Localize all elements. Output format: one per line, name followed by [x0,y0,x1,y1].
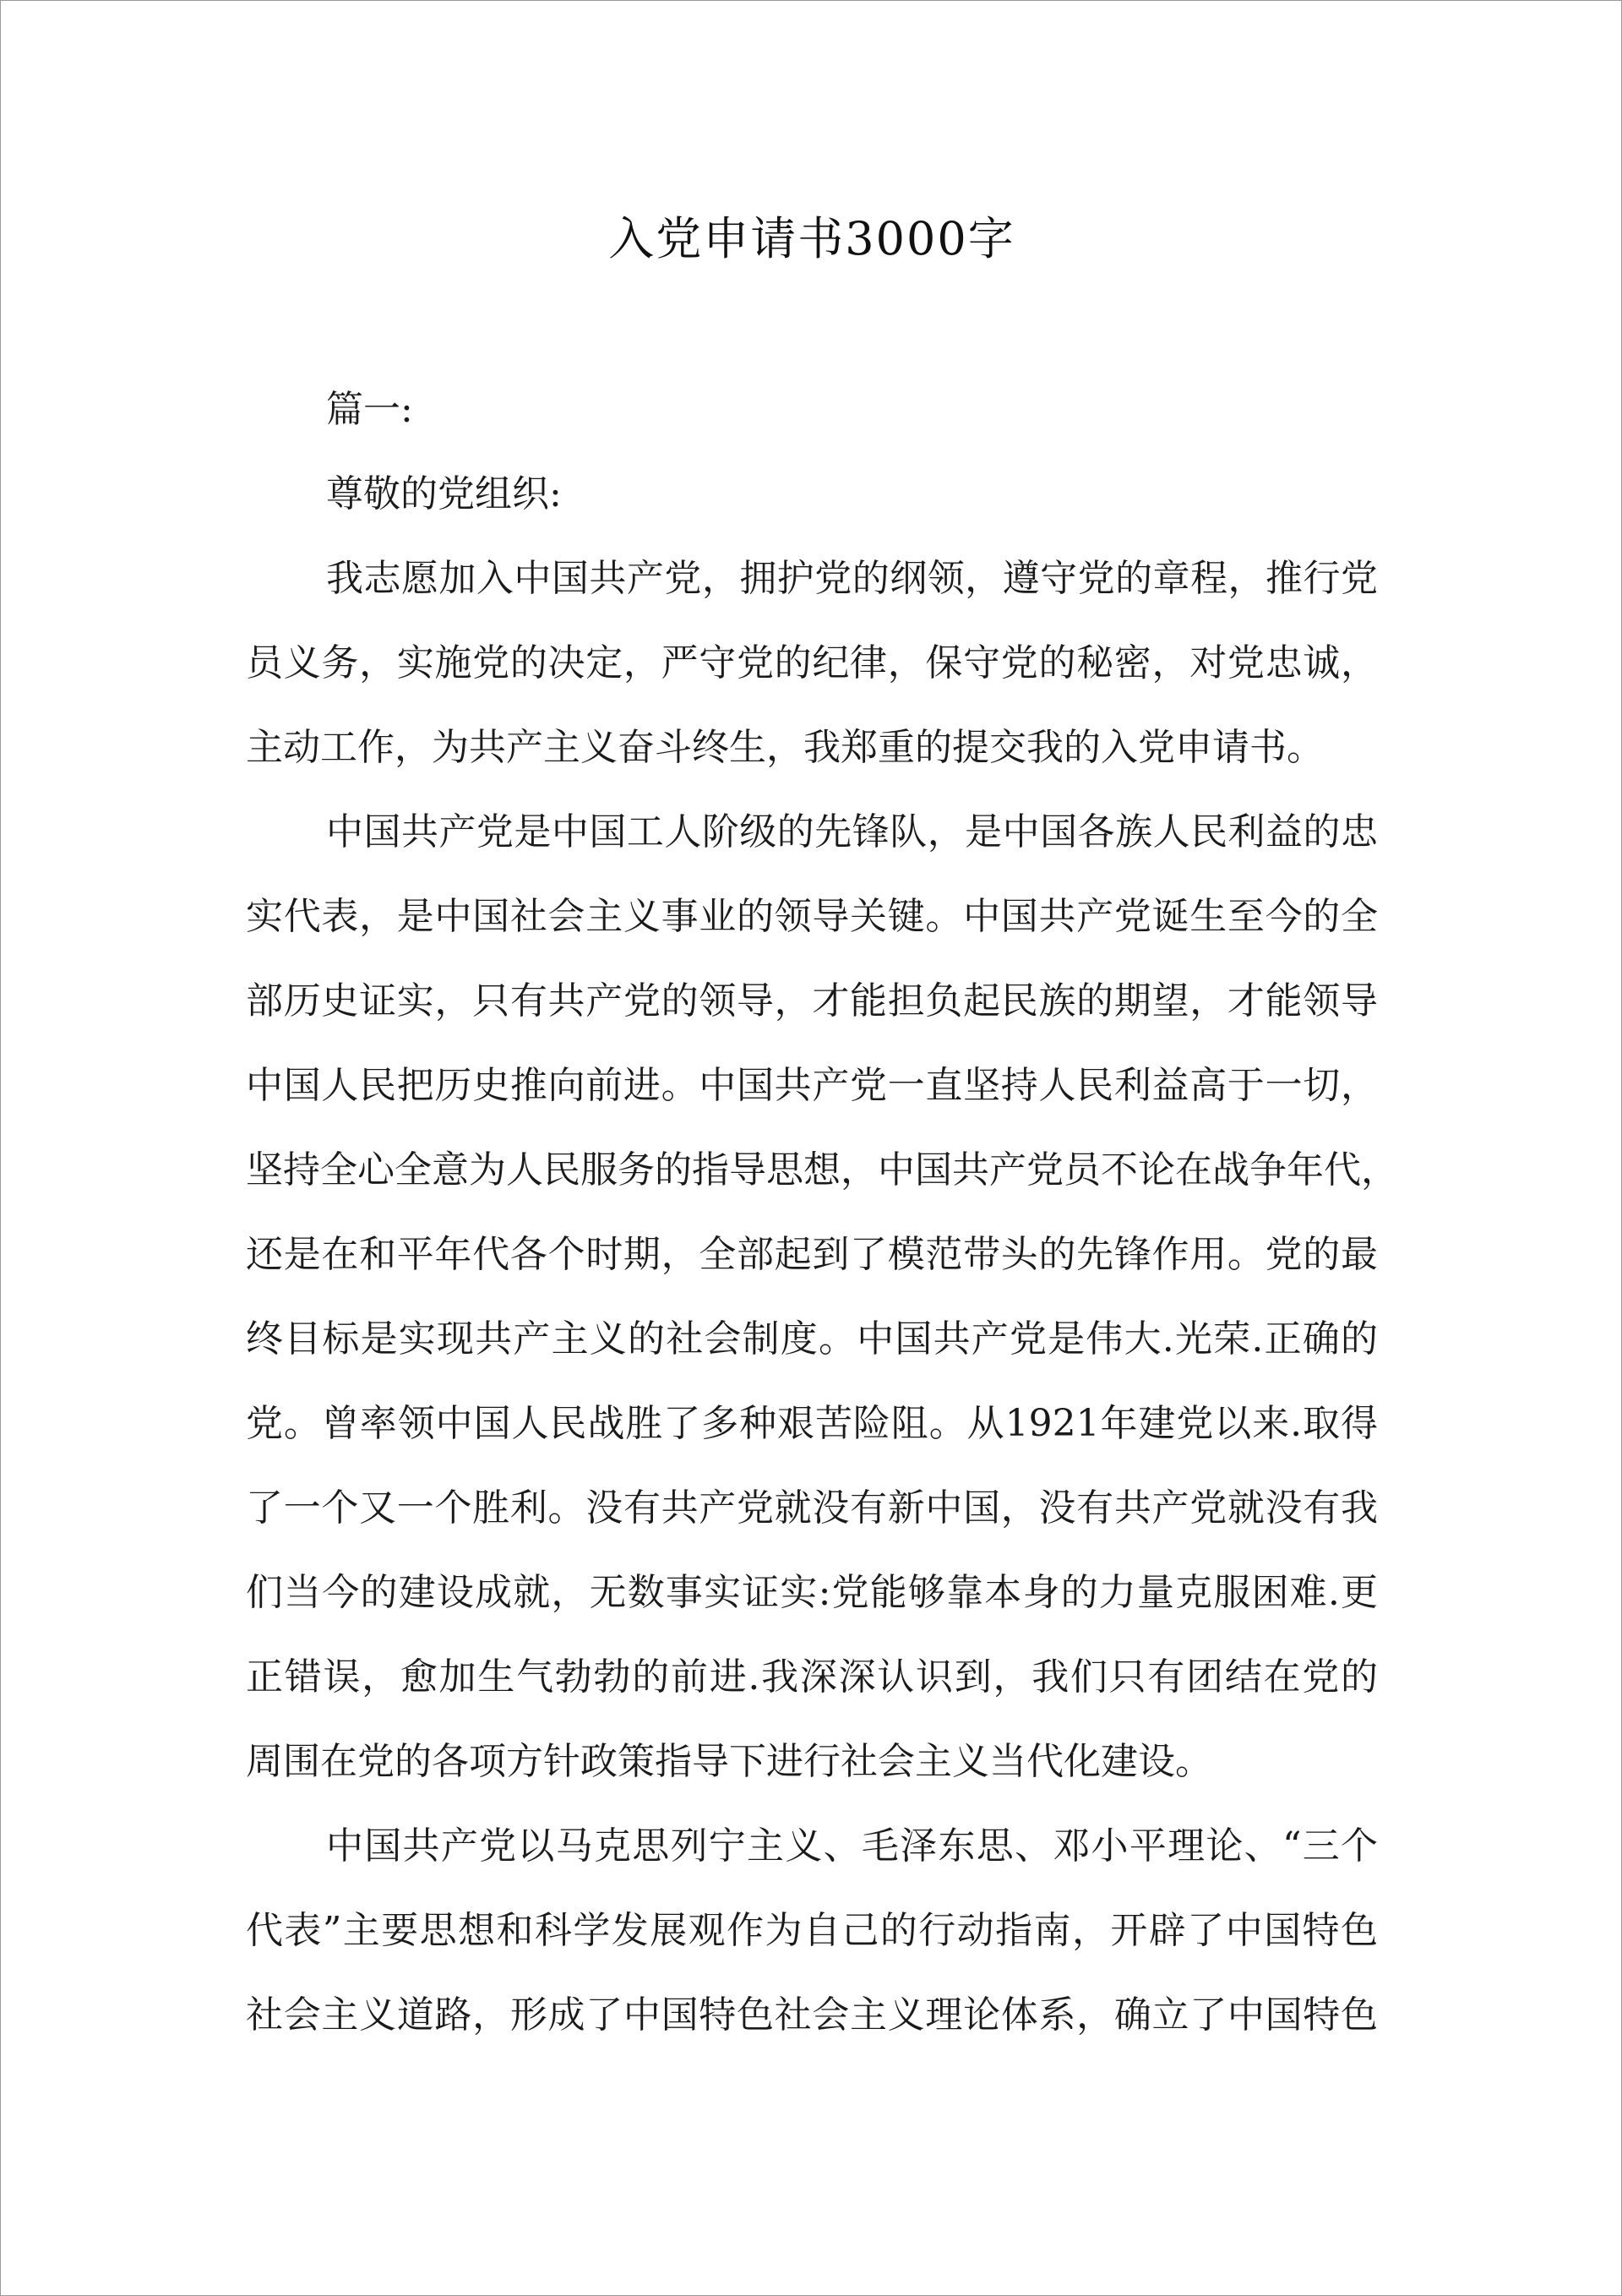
paragraph-line: 了一个又一个胜利。没有共产党就没有新中国，没有共产党就没有我 [246,1486,1378,1530]
salutation: 尊敬的党组织: [326,472,562,515]
paragraph-line: 党。曾率领中国人民战胜了多种艰苦险阻。从1921年建党以来.取得 [246,1402,1378,1445]
paragraph-line: 还是在和平年代各个时期，全部起到了模范带头的先锋作用。党的最 [246,1233,1378,1276]
paragraph-line: 实代表，是中国社会主义事业的领导关键。中国共产党诞生至今的全 [246,895,1378,938]
paragraph-line: 中国共产党以马克思列宁主义、毛泽东思、邓小平理论、“三个 [326,1824,1378,1868]
paragraph-line: 们当今的建设成就，无数事实证实:党能够靠本身的力量克服困难.更 [246,1571,1378,1614]
paragraph-line: 部历史证实，只有共产党的领导，才能担负起民族的期望，才能领导 [246,979,1378,1023]
paragraph-line: 周围在党的各项方针政策指导下进行社会主义当代化建设。 [246,1740,1212,1783]
paragraph-line: 主动工作，为共产主义奋斗终生，我郑重的提交我的入党申请书。 [246,726,1324,769]
paragraph-line: 员义务，实施党的决定，严守党的纪律，保守党的秘密，对党忠诚， [246,641,1378,684]
paragraph-line: 代表”主要思想和科学发展观作为自己的行动指南，开辟了中国特色 [246,1909,1378,1952]
paragraph-line: 正错误，愈加生气勃勃的前进.我深深认识到，我们只有团结在党的 [246,1655,1378,1699]
document-title: 入党申请书3000字 [608,212,1015,265]
paragraph-line: 我志愿加入中国共产党，拥护党的纲领，遵守党的章程，推行党 [326,557,1378,600]
paragraph-line: 中国共产党是中国工人阶级的先锋队，是中国各族人民利益的忠 [326,810,1378,854]
paragraph-line: 社会主义道路，形成了中国特色社会主义理论体系，确立了中国特色 [246,1993,1378,2037]
section-heading: 篇一: [326,388,413,431]
paragraph-line: 坚持全心全意为人民服务的指导思想，中国共产党员不论在战争年代， [246,1148,1398,1192]
paragraph-line: 中国人民把历史推向前进。中国共产党一直坚持人民利益高于一切， [246,1064,1378,1107]
paragraph-line: 终目标是实现共产主义的社会制度。中国共产党是伟大.光荣.正确的 [246,1317,1378,1361]
